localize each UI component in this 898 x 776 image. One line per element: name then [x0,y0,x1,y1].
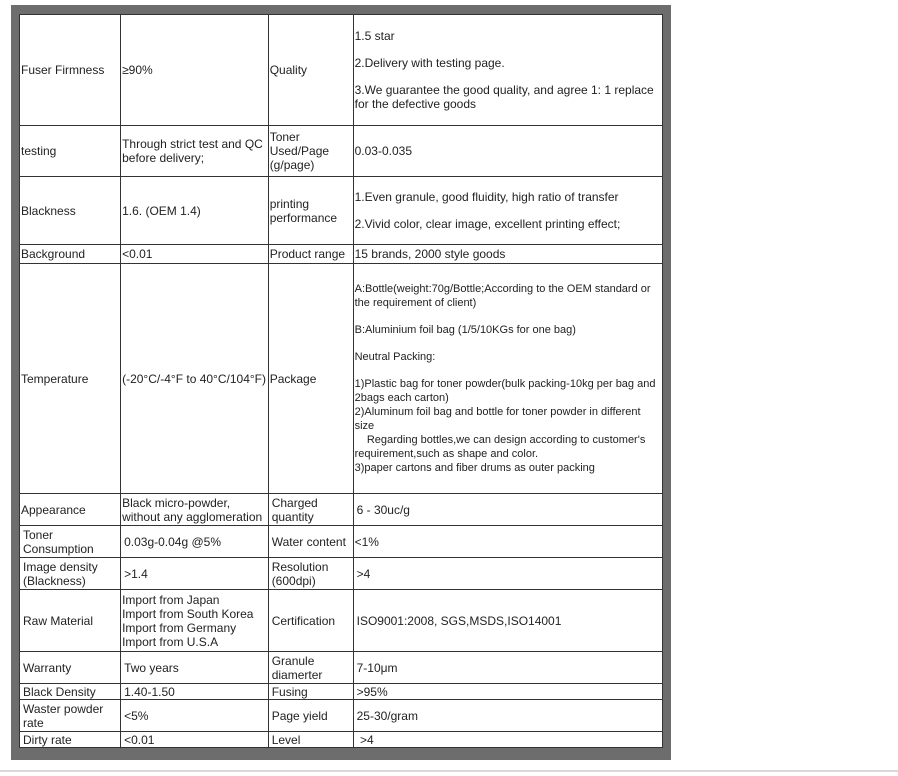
table-row [20,684,663,700]
spec-value: <1% [353,526,662,558]
quality-cell [353,15,662,126]
package-line: Neutral Packing: [354,351,436,363]
spec-value: <0.01 [121,732,269,748]
quality-line: 2.Delivery with testing page. [354,56,505,70]
spec-value: 15 brands, 2000 style goods [353,245,662,264]
spec-value: 6 - 30uc/g [353,494,662,526]
spec-label: Background [20,245,121,264]
spec-label: Package [268,264,353,494]
bottom-divider [0,770,898,772]
spec-label: Black Density [20,684,121,700]
spec-value: 25-30/gram [353,700,662,732]
spec-value: Two years [121,652,269,684]
quality-line: 3.We guarantee the good quality, and agree 1: 1 replace for the defective goods [354,83,654,111]
spec-label: Waster powder rate [20,700,121,732]
table-row [20,700,663,732]
table-row [20,494,663,526]
spec-value: 7-10μm [353,652,662,684]
spec-label: Resolution (600dpi) [268,558,353,590]
package-line: 2)Aluminum foil bag and bottle for toner powder in different size [354,406,641,432]
raw-material-line: Import from Germany [122,620,237,635]
package-line: A:Bottle(weight:70g/Bottle;According to the OEM standard or the requirement of client) [354,283,651,309]
table-row [20,732,663,748]
spec-value: ISO9001:2008, SGS,MSDS,ISO14001 [353,590,662,652]
spec-value: 0.03g-0.04g @5% [121,526,269,558]
package-line: B:Aluminium foil bag (1/5/10KGs for one bag) [354,324,576,336]
spec-label: Toner Used/Page (g/page) [268,126,353,177]
spec-value: >95% [353,684,662,700]
spec-value: >1.4 [121,558,269,590]
spec-label: Charged quantity [268,494,353,526]
spec-label: Raw Material [20,590,121,652]
spec-label: Granule diamerter [268,652,353,684]
spec-value: (-20°C/-4°F to 40°C/104°F) [121,264,269,494]
table-row [20,558,663,590]
spec-label: Image density (Blackness) [20,558,121,590]
spec-value: >4 [353,558,662,590]
spec-value: 1.6. (OEM 1.4) [121,177,269,245]
spec-label: Certification [268,590,353,652]
toner-spec-table [19,14,663,748]
table-row [20,15,663,126]
spec-label: Level [268,732,353,748]
printing-cell [353,177,662,245]
spec-label: Warranty [20,652,121,684]
spec-value: 1.40-1.50 [121,684,269,700]
table-row [20,177,663,245]
spec-label: Fusing [268,684,353,700]
spec-label: printing performance [268,177,353,245]
package-line: Regarding bottles,we can design according to customer's requirement,such as shape and color. [354,434,649,460]
spec-value: <0.01 [121,245,269,264]
spec-label: Fuser Firmness [20,15,121,126]
table-row [20,526,663,558]
table-row [20,245,663,264]
spec-label: Temperature [20,264,121,494]
spec-value: Black micro-powder, without any agglomeration [121,494,269,526]
table-row [20,590,663,652]
spec-label: Quality [268,15,353,126]
spec-label: Product range [268,245,353,264]
spec-value: 0.03-0.035 [353,126,662,177]
raw-material-line: Import from South Korea [122,606,254,621]
package-line: 1)Plastic bag for toner powder(bulk packing-10kg per bag and 2bags each carton) [354,378,656,404]
quality-line: 1.5 star [354,29,395,43]
spec-value: Through strict test and QC before delivery; [121,126,269,177]
spec-value: <5% [121,700,269,732]
table-row [20,652,663,684]
raw-material-line: Import from Japan [122,592,220,607]
printing-line: 2.Vivid color, clear image, excellent printing effect; [354,217,621,231]
raw-material-line: Import from U.S.A [122,634,219,649]
package-line: 3)paper cartons and fiber drums as outer packing [354,462,595,474]
spec-label: Toner Consumption [20,526,121,558]
spec-label: Dirty rate [20,732,121,748]
printing-line: 1.Even granule, good fluidity, high ratio of transfer [354,190,619,204]
spec-value: >4 [353,732,662,748]
spec-label: Appearance [20,494,121,526]
spec-label: Blackness [20,177,121,245]
spec-label: testing [20,126,121,177]
spec-value: ≥90% [121,15,269,126]
table-row [20,126,663,177]
spec-label: Water content [268,526,353,558]
spec-label: Page yield [268,700,353,732]
package-cell [353,264,662,494]
table-row [20,264,663,494]
raw-material-cell [121,590,269,652]
